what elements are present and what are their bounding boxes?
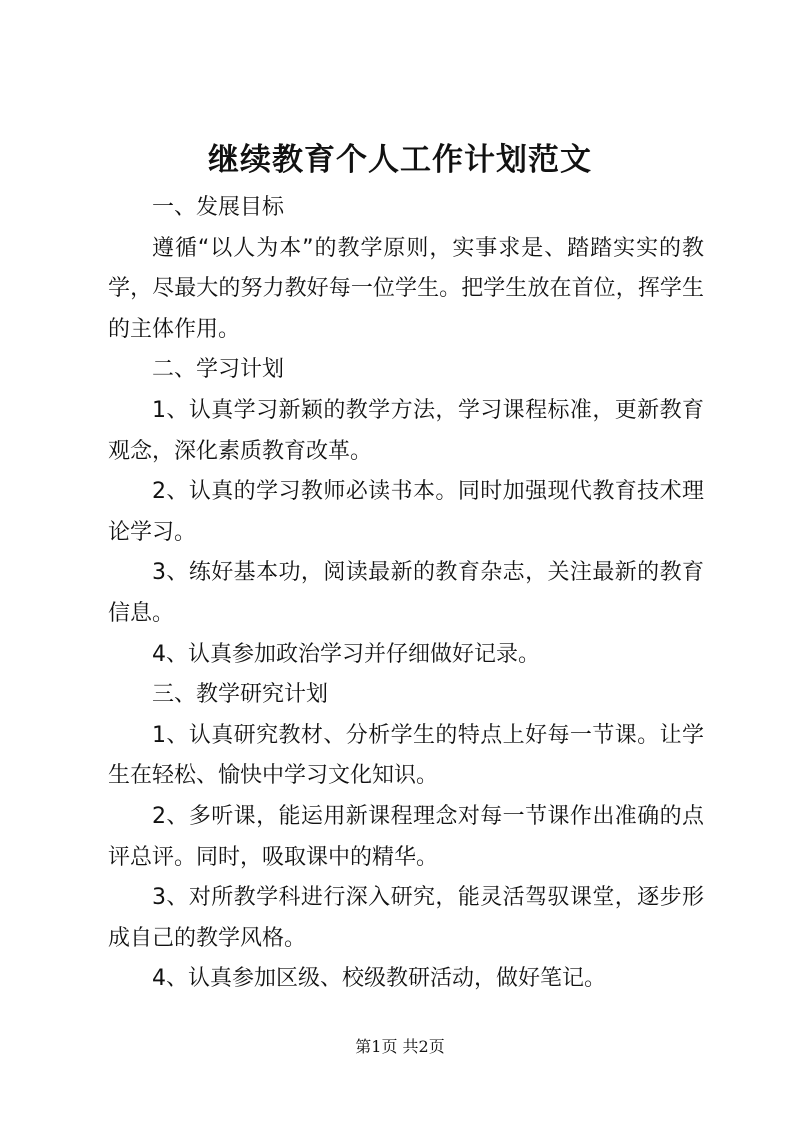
paragraph-research-2: 2、多听课，能运用新课程理念对每一节课作出准确的点评总评。同时，吸取课中的精华。 [108, 803, 704, 870]
paragraph-research-3: 3、对所教学科进行深入研究，能灵活驾驭课堂，逐步形成自己的教学风格。 [108, 885, 704, 951]
paragraph-goals: 遵循“以人为本”的教学原则，实事求是、踏踏实实的教学，尽最大的努力教好每一位学生。把学生放在首位，挥学生的主体作用。 [108, 235, 704, 342]
paragraph-study-3: 3、练好基本功，阅读最新的教育杂志，关注最新的教育信息。 [108, 560, 704, 626]
page-footer: 第1页 共2页 [355, 1037, 445, 1056]
section-heading-research-plan: 三、教学研究计划 [152, 682, 329, 708]
document-title: 继续教育个人工作计划范文 [208, 142, 592, 178]
document-body [108, 188, 704, 1000]
section-heading-study-plan: 二、学习计划 [152, 357, 285, 383]
paragraph-study-1: 1、认真学习新颖的教学方法，学习课程标准，更新教育观念，深化素质教育改革。 [108, 397, 704, 464]
section-heading-goals: 一、发展目标 [152, 195, 285, 220]
paragraph-study-4: 4、认真参加政治学习并仔细做好记录。 [152, 641, 540, 667]
paragraph-research-1: 1、认真研究教材、分析学生的特点上好每一节课。让学生在轻松、愉快中学习文化知识。 [108, 722, 704, 789]
paragraph-research-4: 4、认真参加区级、校级教研活动，做好笔记。 [152, 966, 606, 992]
paragraph-study-2: 2、认真的学习教师必读书本。同时加强现代教育技术理论学习。 [108, 479, 704, 545]
